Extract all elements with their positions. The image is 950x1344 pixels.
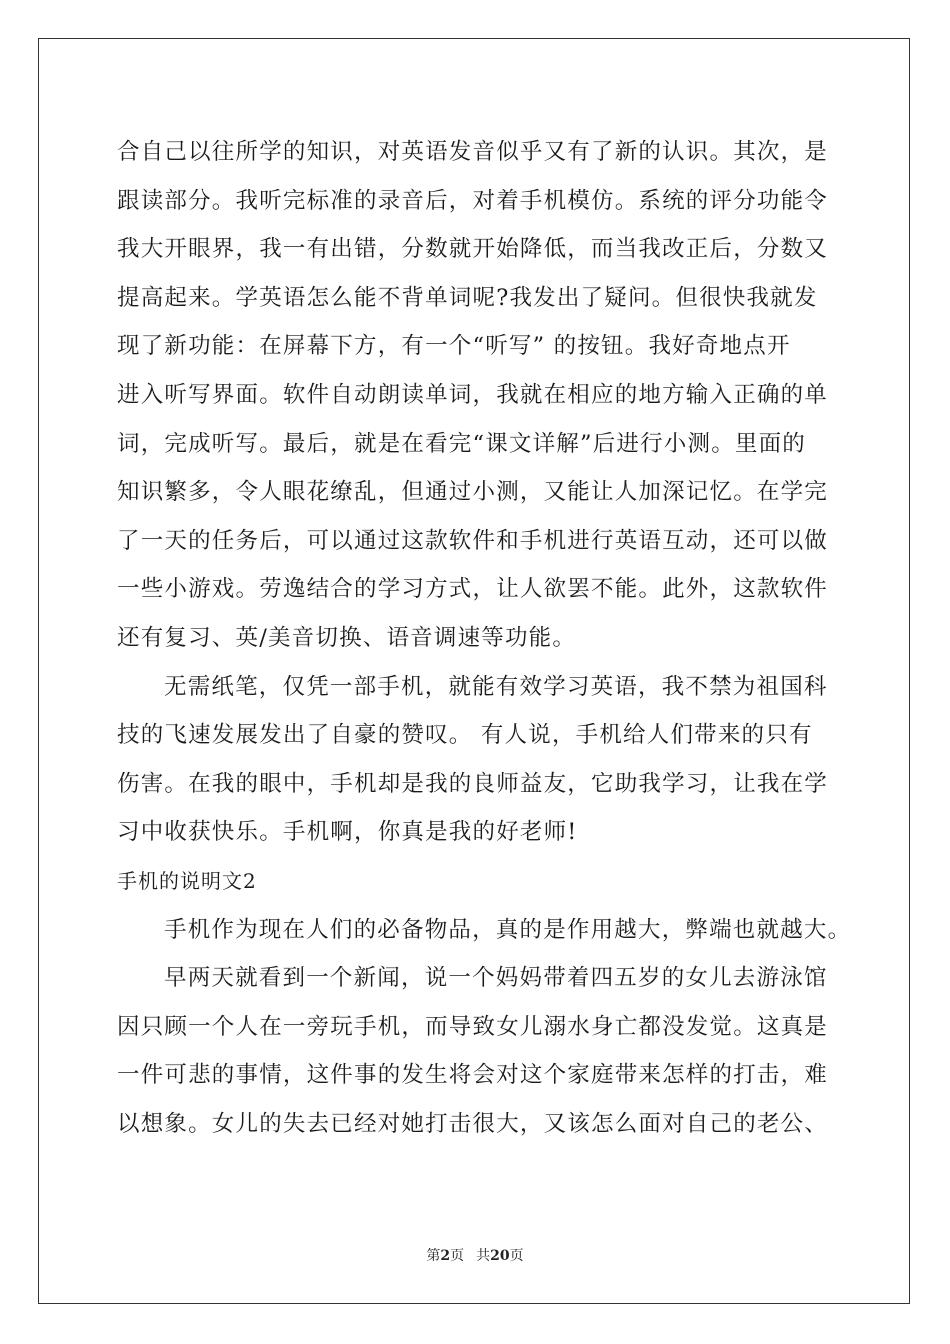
total-unit: 页: [509, 1248, 524, 1264]
text-line: 还有复习、英/美音切换、语音调速等功能。: [117, 624, 577, 651]
text-line: 技的飞速发展发出了自豪的赞叹。 有人说，手机给人们带来的只有: [117, 722, 813, 749]
paragraph-start-line: 手机作为现在人们的必备物品，真的是作用越大，弊端也就越大。: [164, 916, 852, 943]
paragraph-start-line: 早两天就看到一个新闻，说一个妈妈带着四五岁的女儿去游泳馆: [164, 965, 828, 992]
page-unit: 页: [450, 1248, 465, 1264]
current-page-number: 2: [440, 1248, 451, 1264]
text-line: 因只顾一个人在一旁玩手机，而导致女儿溺水身亡都没发觉。这真是: [117, 1013, 829, 1040]
text-line: 进入听写界面。软件自动朗读单词，我就在相应的地方输入正确的单: [117, 381, 829, 408]
paragraph-start-line: 无需纸笔，仅凭一部手机，就能有效学习英语，我不禁为祖国科: [164, 673, 828, 700]
text-line: 一件可悲的事情，这件事的发生将会对这个家庭带来怎样的打击，难: [117, 1062, 829, 1089]
total-prefix: 共: [476, 1248, 491, 1264]
document-body: [117, 128, 852, 1148]
page-footer: [0, 1246, 950, 1266]
text-line: 以想象。女儿的失去已经对她打击很大，又该怎么面对自己的老公、: [117, 1110, 829, 1137]
text-line: 知识繁多，令人眼花缭乱，但通过小测，又能让人加深记忆。在学完: [117, 479, 829, 506]
text-line: 伤害。在我的眼中，手机却是我的良师益友，它助我学习，让我在学: [117, 770, 829, 797]
text-line: 合自己以往所学的知识，对英语发音似乎又有了新的认识。其次，是: [117, 139, 829, 165]
text-line: 词，完成听写。最后，就是在看完“课文详解”后进行小测。里面的: [117, 430, 807, 457]
text-line: 习中收获快乐。手机啊，你真是我的好老师!: [117, 819, 578, 846]
text-line: 我大开眼界，我一有出错，分数就开始降低，而当我改正后，分数又: [117, 236, 829, 263]
section-heading: 手机的说明文2: [117, 868, 257, 893]
text-line: 跟读部分。我听完标准的录音后，对着手机模仿。系统的评分功能令: [117, 187, 829, 214]
text-line: 一些小游戏。劳逸结合的学习方式，让人欲罢不能。此外，这款软件: [117, 576, 829, 603]
text-line: 了一天的任务后，可以通过这款软件和手机进行英语互动，还可以做: [117, 527, 829, 554]
total-page-count: 20: [490, 1248, 510, 1264]
page-prefix: 第: [426, 1248, 441, 1264]
text-line: 现了新功能：在屏幕下方，有一个“听写” 的按钮。我好奇地点开: [117, 333, 791, 360]
text-line: 提高起来。学英语怎么能不背单词呢?我发出了疑问。但很快我就发: [117, 284, 818, 311]
